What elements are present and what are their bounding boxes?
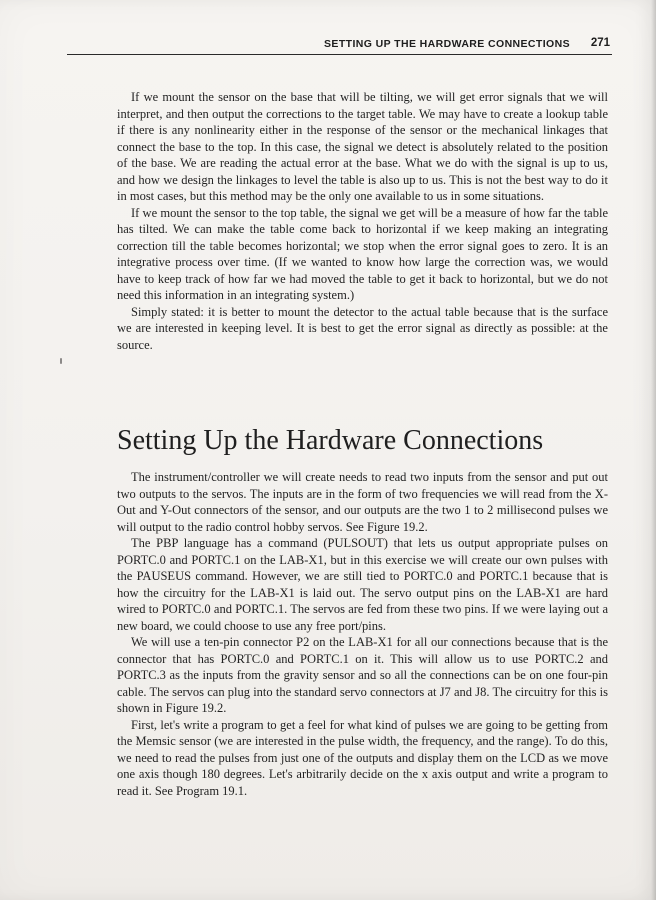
- paragraph: If we mount the sensor on the base that will be tilting, we will get error signals that we will interpret, and then output the corrections to the target table. We may have to create a lookup table if there is any nonlinearity either in the response of the sensor or the mechanical linkages that connect the base to the top. In this case, the signal we detect is absolutely related to the position of the base. We are reading the actual error at the base. What we do with the signal is up to us, and how we design the linkages to level the table is also up to us. This is not the best way to do it in most cases, but this method may be the only one available to us in some situations.: [117, 90, 608, 203]
- top-text-block: [117, 89, 608, 353]
- margin-mark: [60, 358, 62, 364]
- running-head: [67, 34, 612, 55]
- paragraph: The PBP language has a command (PULSOUT) that lets us output appropriate pulses on PORTC.0 and PORTC.1 on the LAB-X1, but in this exercise we will create our own pulses with the PAUSEUS command. However, we are still tied to PORTC.0 and PORTC.1 because that is how the circuitry for the LAB-X1 is laid out. The servo output pins on the LAB-X1 are hard wired to PORTC.0 and PORTC.1. The servos are fed from these two pins. If we were laying out a new board, we could choose to use any free port/pins.: [117, 536, 608, 633]
- paragraph: Simply stated: it is better to mount the detector to the actual table because that is the surface we are interested in keeping level. It is best to get the error signal as directly as possible: at the source.: [117, 304, 608, 352]
- main-text-block: [117, 469, 608, 799]
- page-number: 271: [590, 37, 610, 49]
- paragraph: We will use a ten-pin connector P2 on the LAB-X1 for all our connections because that is the connector that has PORTC.0 and PORTC.1 on it. This will allow us to use PORTC.2 and PORTC.3 as the inputs from the gravity sensor and so all the connections can be on one four-pin cable. The servos can plug into the standard servo connectors at J7 and J8. The circuitry for this is shown in Figure 19.2.: [117, 635, 608, 715]
- section-heading: Setting Up the Hardware Connections: [117, 425, 544, 456]
- paragraph: First, let's write a program to get a feel for what kind of pulses we are going to be getting from the Memsic sensor (we are interested in the pulse width, the frequency, and the range). To do this, we need to read the pulses from just one of the outputs and display them on the LCD as we move one axis though 180 degrees. Let's arbitrarily decide on the x axis output and write a program to read it. See Program 19.1.: [117, 717, 608, 798]
- page-edge-shadow: [651, 0, 656, 900]
- running-head-title: SETTING UP THE HARDWARE CONNECTIONS: [324, 38, 570, 50]
- paragraph: The instrument/controller we will create needs to read two inputs from the sensor and put out two outputs to the servos. The inputs are in the form of two frequencies we will read from the X-Out and Y-Out connectors of the sensor, and our outputs are the two 1 to 2 millisecond pulses we will output to the radio control hobby servos. See Figure 19.2.: [117, 470, 608, 534]
- paragraph: If we mount the sensor to the top table, the signal we get will be a measure of how far the table has tilted. We can make the table come back to horizontal if we keep making an integrating correction till the table becomes horizontal; we stop when the error signal goes to zero. It is an integrative process over time. (If we wanted to know how large the correction was, we would have to keep track of how far we had moved the table to get it back to horizontal, but we do not need this information in an integrating system.): [117, 205, 608, 302]
